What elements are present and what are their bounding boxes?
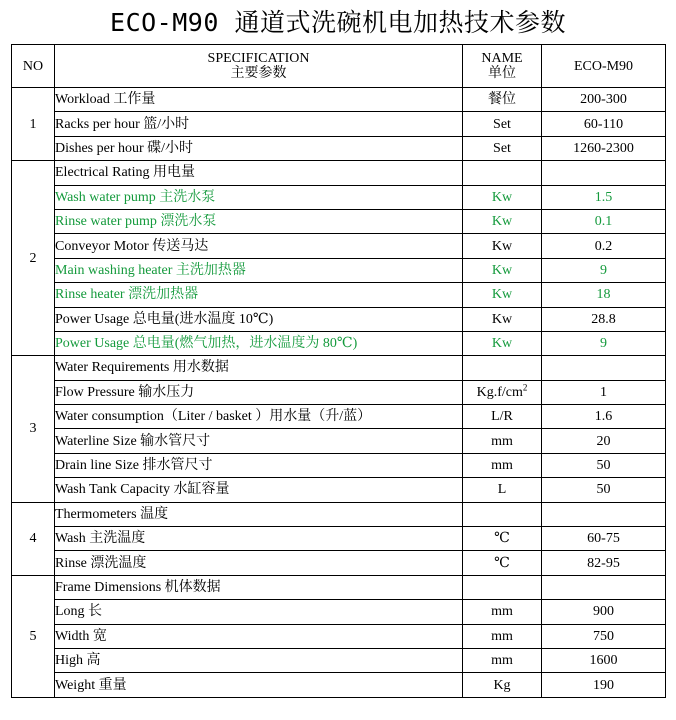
spec-description: Power Usage 总电量(燃气加热，进水温度为 80℃) — [55, 331, 463, 355]
spec-unit-text: Kw — [491, 311, 513, 327]
spec-unit-text: Kw — [491, 214, 513, 230]
spec-value: 20 — [542, 429, 666, 453]
spec-unit — [463, 234, 542, 258]
header-name — [463, 45, 542, 88]
spec-value: 1 — [542, 380, 666, 404]
table-row — [12, 356, 666, 380]
spec-unit-text: L/R — [491, 409, 513, 425]
spec-description: Workload 工作量 — [55, 88, 463, 112]
table-row — [12, 283, 666, 307]
spec-description: Racks per hour 篮/小时 — [55, 112, 463, 136]
spec-description: Electrical Rating 用电量 — [55, 161, 463, 185]
spec-description: Wash water pump 主洗水泵 — [55, 185, 463, 209]
spec-unit — [463, 673, 542, 697]
spec-description: High 高 — [55, 648, 463, 672]
spec-unit-text: 餐位 — [488, 92, 516, 108]
table-row — [12, 136, 666, 160]
spec-description: Power Usage 总电量(进水温度 10℃) — [55, 307, 463, 331]
table-row — [12, 331, 666, 355]
header-specification-en: SPECIFICATION — [207, 51, 310, 66]
spec-unit — [463, 502, 542, 526]
header-row — [12, 45, 666, 88]
spec-value: 18 — [542, 283, 666, 307]
spec-unit-text: Set — [493, 116, 511, 132]
table-row — [12, 307, 666, 331]
spec-unit — [463, 453, 542, 477]
table-row — [12, 88, 666, 112]
spec-value: 82-95 — [542, 551, 666, 575]
spec-description: Water consumption（Liter / basket ）用水量（升/蓝） — [55, 405, 463, 429]
spec-description: Drain line Size 排水管尺寸 — [55, 453, 463, 477]
table-row — [12, 527, 666, 551]
spec-unit — [463, 258, 542, 282]
spec-description: Rinse 漂洗温度 — [55, 551, 463, 575]
table-row — [12, 600, 666, 624]
section-number: 1 — [12, 88, 55, 161]
spec-unit — [463, 429, 542, 453]
table-row — [12, 673, 666, 697]
spec-value: 0.1 — [542, 209, 666, 233]
spec-unit-text: Kw — [491, 238, 513, 254]
spec-unit-text: Kw — [491, 189, 513, 205]
header-specification — [55, 45, 463, 88]
table-row — [12, 551, 666, 575]
spec-value: 1600 — [542, 648, 666, 672]
spec-unit-superscript: 2 — [522, 382, 528, 393]
table-row — [12, 502, 666, 526]
spec-value: 9 — [542, 331, 666, 355]
spec-description: Flow Pressure 输水压力 — [55, 380, 463, 404]
spec-unit — [463, 405, 542, 429]
spec-description: Thermometers 温度 — [55, 502, 463, 526]
spec-value — [542, 575, 666, 599]
spec-unit-text: ℃ — [494, 531, 510, 547]
spec-unit — [463, 575, 542, 599]
spec-description: Wash Tank Capacity 水缸容量 — [55, 478, 463, 502]
spec-value: 1.5 — [542, 185, 666, 209]
spec-unit-text: Kw — [491, 336, 513, 352]
spec-value — [542, 161, 666, 185]
spec-value: 60-75 — [542, 527, 666, 551]
spec-description: Frame Dimensions 机体数据 — [55, 575, 463, 599]
table-row — [12, 648, 666, 672]
spec-unit-text: Kw — [491, 287, 513, 303]
spec-value — [542, 356, 666, 380]
table-row — [12, 575, 666, 599]
spec-unit — [463, 209, 542, 233]
spec-description: Waterline Size 输水管尺寸 — [55, 429, 463, 453]
spec-unit — [463, 283, 542, 307]
section-number: 5 — [12, 575, 55, 697]
spec-value: 0.2 — [542, 234, 666, 258]
spec-unit-text: mm — [491, 433, 513, 449]
spec-unit — [463, 551, 542, 575]
table-row — [12, 112, 666, 136]
spec-value: 50 — [542, 478, 666, 502]
spec-description: Weight 重量 — [55, 673, 463, 697]
spec-description: Conveyor Motor 传送马达 — [55, 234, 463, 258]
spec-unit — [463, 307, 542, 331]
spec-value: 900 — [542, 600, 666, 624]
spec-value: 200-300 — [542, 88, 666, 112]
spec-unit — [463, 88, 542, 112]
spec-unit — [463, 356, 542, 380]
spec-unit — [463, 527, 542, 551]
spec-value: 60-110 — [542, 112, 666, 136]
section-number: 3 — [12, 356, 55, 502]
spec-description: Rinse water pump 漂洗水泵 — [55, 209, 463, 233]
table-row — [12, 234, 666, 258]
table-row — [12, 258, 666, 282]
section-number: 4 — [12, 502, 55, 575]
spec-unit-text: Kg — [493, 677, 511, 693]
table-row — [12, 405, 666, 429]
header-specification-cn: 主要参数 — [230, 66, 287, 81]
table-row — [12, 429, 666, 453]
spec-description: Rinse heater 漂洗加热器 — [55, 283, 463, 307]
spec-unit-text: mm — [491, 604, 513, 620]
spec-description: Width 宽 — [55, 624, 463, 648]
table-row — [12, 380, 666, 404]
spec-description: Dishes per hour 碟/小时 — [55, 136, 463, 160]
spec-unit — [463, 478, 542, 502]
spec-value: 28.8 — [542, 307, 666, 331]
spec-unit-text: ℃ — [494, 555, 510, 571]
spec-unit — [463, 161, 542, 185]
table-row — [12, 161, 666, 185]
spec-description: Main washing heater 主洗加热器 — [55, 258, 463, 282]
spec-value — [542, 502, 666, 526]
table-row — [12, 624, 666, 648]
table-row — [12, 209, 666, 233]
spec-unit — [463, 136, 542, 160]
spec-value: 750 — [542, 624, 666, 648]
spec-unit — [463, 600, 542, 624]
spec-unit — [463, 380, 542, 404]
spec-unit — [463, 185, 542, 209]
header-model: ECO-M90 — [542, 45, 666, 88]
header-name-cn: 单位 — [488, 66, 516, 81]
spec-unit — [463, 112, 542, 136]
spec-description: Wash 主洗温度 — [55, 527, 463, 551]
spec-value: 1260-2300 — [542, 136, 666, 160]
spec-description: Water Requirements 用水数据 — [55, 356, 463, 380]
spec-value: 9 — [542, 258, 666, 282]
page-title: ECO-M90 通道式洗碗机电加热技术参数 — [110, 8, 566, 37]
spec-value: 50 — [542, 453, 666, 477]
spec-unit-text: mm — [491, 458, 513, 474]
table-row — [12, 185, 666, 209]
header-name-en: NAME — [481, 51, 523, 66]
spec-table-body — [12, 88, 666, 698]
spec-unit-text: Kg.f/cm — [476, 384, 523, 400]
spec-unit-text: Kw — [491, 262, 513, 278]
spec-unit — [463, 648, 542, 672]
spec-unit-text: mm — [491, 628, 513, 644]
spec-table — [11, 44, 666, 698]
spec-unit-text: mm — [491, 653, 513, 669]
spec-unit-text: L — [497, 482, 507, 498]
spec-description: Long 长 — [55, 600, 463, 624]
spec-unit — [463, 331, 542, 355]
spec-value: 1.6 — [542, 405, 666, 429]
section-number: 2 — [12, 161, 55, 356]
spec-unit-text: Set — [493, 140, 511, 156]
spec-unit — [463, 624, 542, 648]
header-no: NO — [12, 45, 55, 88]
table-row — [12, 453, 666, 477]
spec-value: 190 — [542, 673, 666, 697]
table-row — [12, 478, 666, 502]
